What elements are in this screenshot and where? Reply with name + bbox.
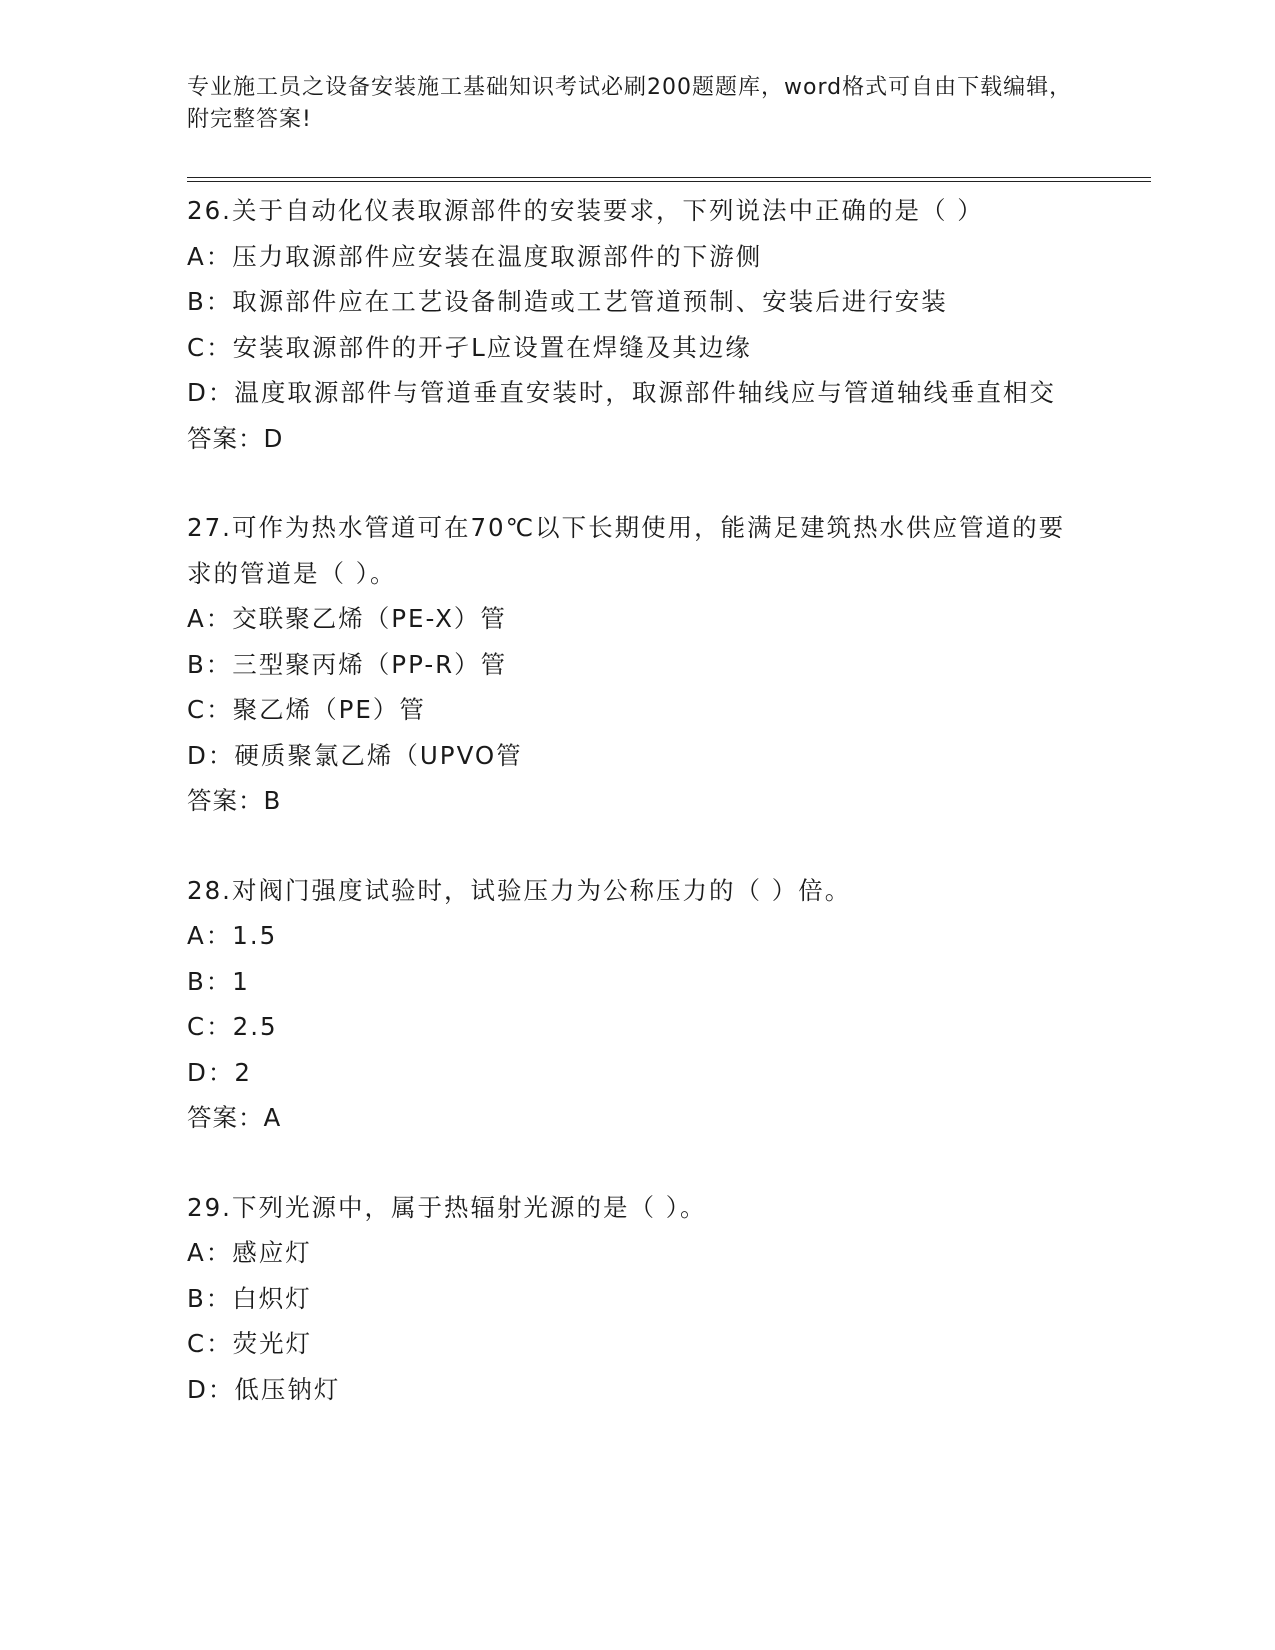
option-a: A：压力取源部件应安装在温度取源部件的下游侧 — [187, 241, 763, 271]
answer-label: 答案：A — [187, 1103, 282, 1132]
question-26 — [187, 188, 1087, 461]
question-stem: 29.下列光源中，属于热辐射光源的是（ ）。 — [187, 1192, 707, 1222]
page-header — [187, 72, 1087, 136]
option-b: B：1 — [187, 966, 250, 996]
answer-label: 答案：D — [187, 423, 284, 453]
option-c: C：荧光灯 — [187, 1329, 313, 1358]
option-b: B：三型聚丙烯（PP-R）管 — [187, 649, 508, 679]
header-title: 专业施工员之设备安装施工基础知识考试必刷200题题库，word格式可自由下载编辑，附完整答案! — [187, 75, 1073, 132]
question-stem: 27.可作为热水管道可在70℃以下长期使用，能满足建筑热水供应管道的要求的管道是（ ）。 — [187, 513, 1066, 588]
option-d: D：低压钠灯 — [187, 1374, 341, 1404]
question-28 — [187, 868, 1087, 1141]
option-d: D：硬质聚氯乙烯（UPVO管 — [187, 740, 523, 770]
option-c: C：2.5 — [187, 1012, 278, 1041]
option-d: D：温度取源部件与管道垂直安装时，取源部件轴线应与管道轴线垂直相交 — [187, 378, 1056, 407]
option-a: A：感应灯 — [187, 1238, 312, 1267]
option-a: A：交联聚乙烯（PE-X）管 — [187, 604, 507, 633]
option-b: B：取源部件应在工艺设备制造或工艺管道预制、安装后进行安装 — [187, 287, 948, 316]
option-c: C：聚乙烯（PE）管 — [187, 695, 426, 724]
option-d: D：2 — [187, 1057, 252, 1087]
option-c: C：安装取源部件的开孑L应设置在焊缝及其边缘 — [187, 332, 752, 362]
header-divider — [187, 177, 1151, 182]
question-stem: 28.对阀门强度试验时，试验压力为公称压力的（ ）倍。 — [187, 875, 852, 905]
question-27 — [187, 505, 1087, 824]
question-list — [187, 188, 1087, 1456]
question-stem: 26.关于自动化仪表取源部件的安装要求，下列说法中正确的是（ ） — [187, 196, 984, 225]
option-b: B：白炽灯 — [187, 1283, 312, 1313]
question-29 — [187, 1185, 1087, 1413]
answer-label: 答案：B — [187, 786, 282, 815]
option-a: A：1.5 — [187, 921, 278, 950]
